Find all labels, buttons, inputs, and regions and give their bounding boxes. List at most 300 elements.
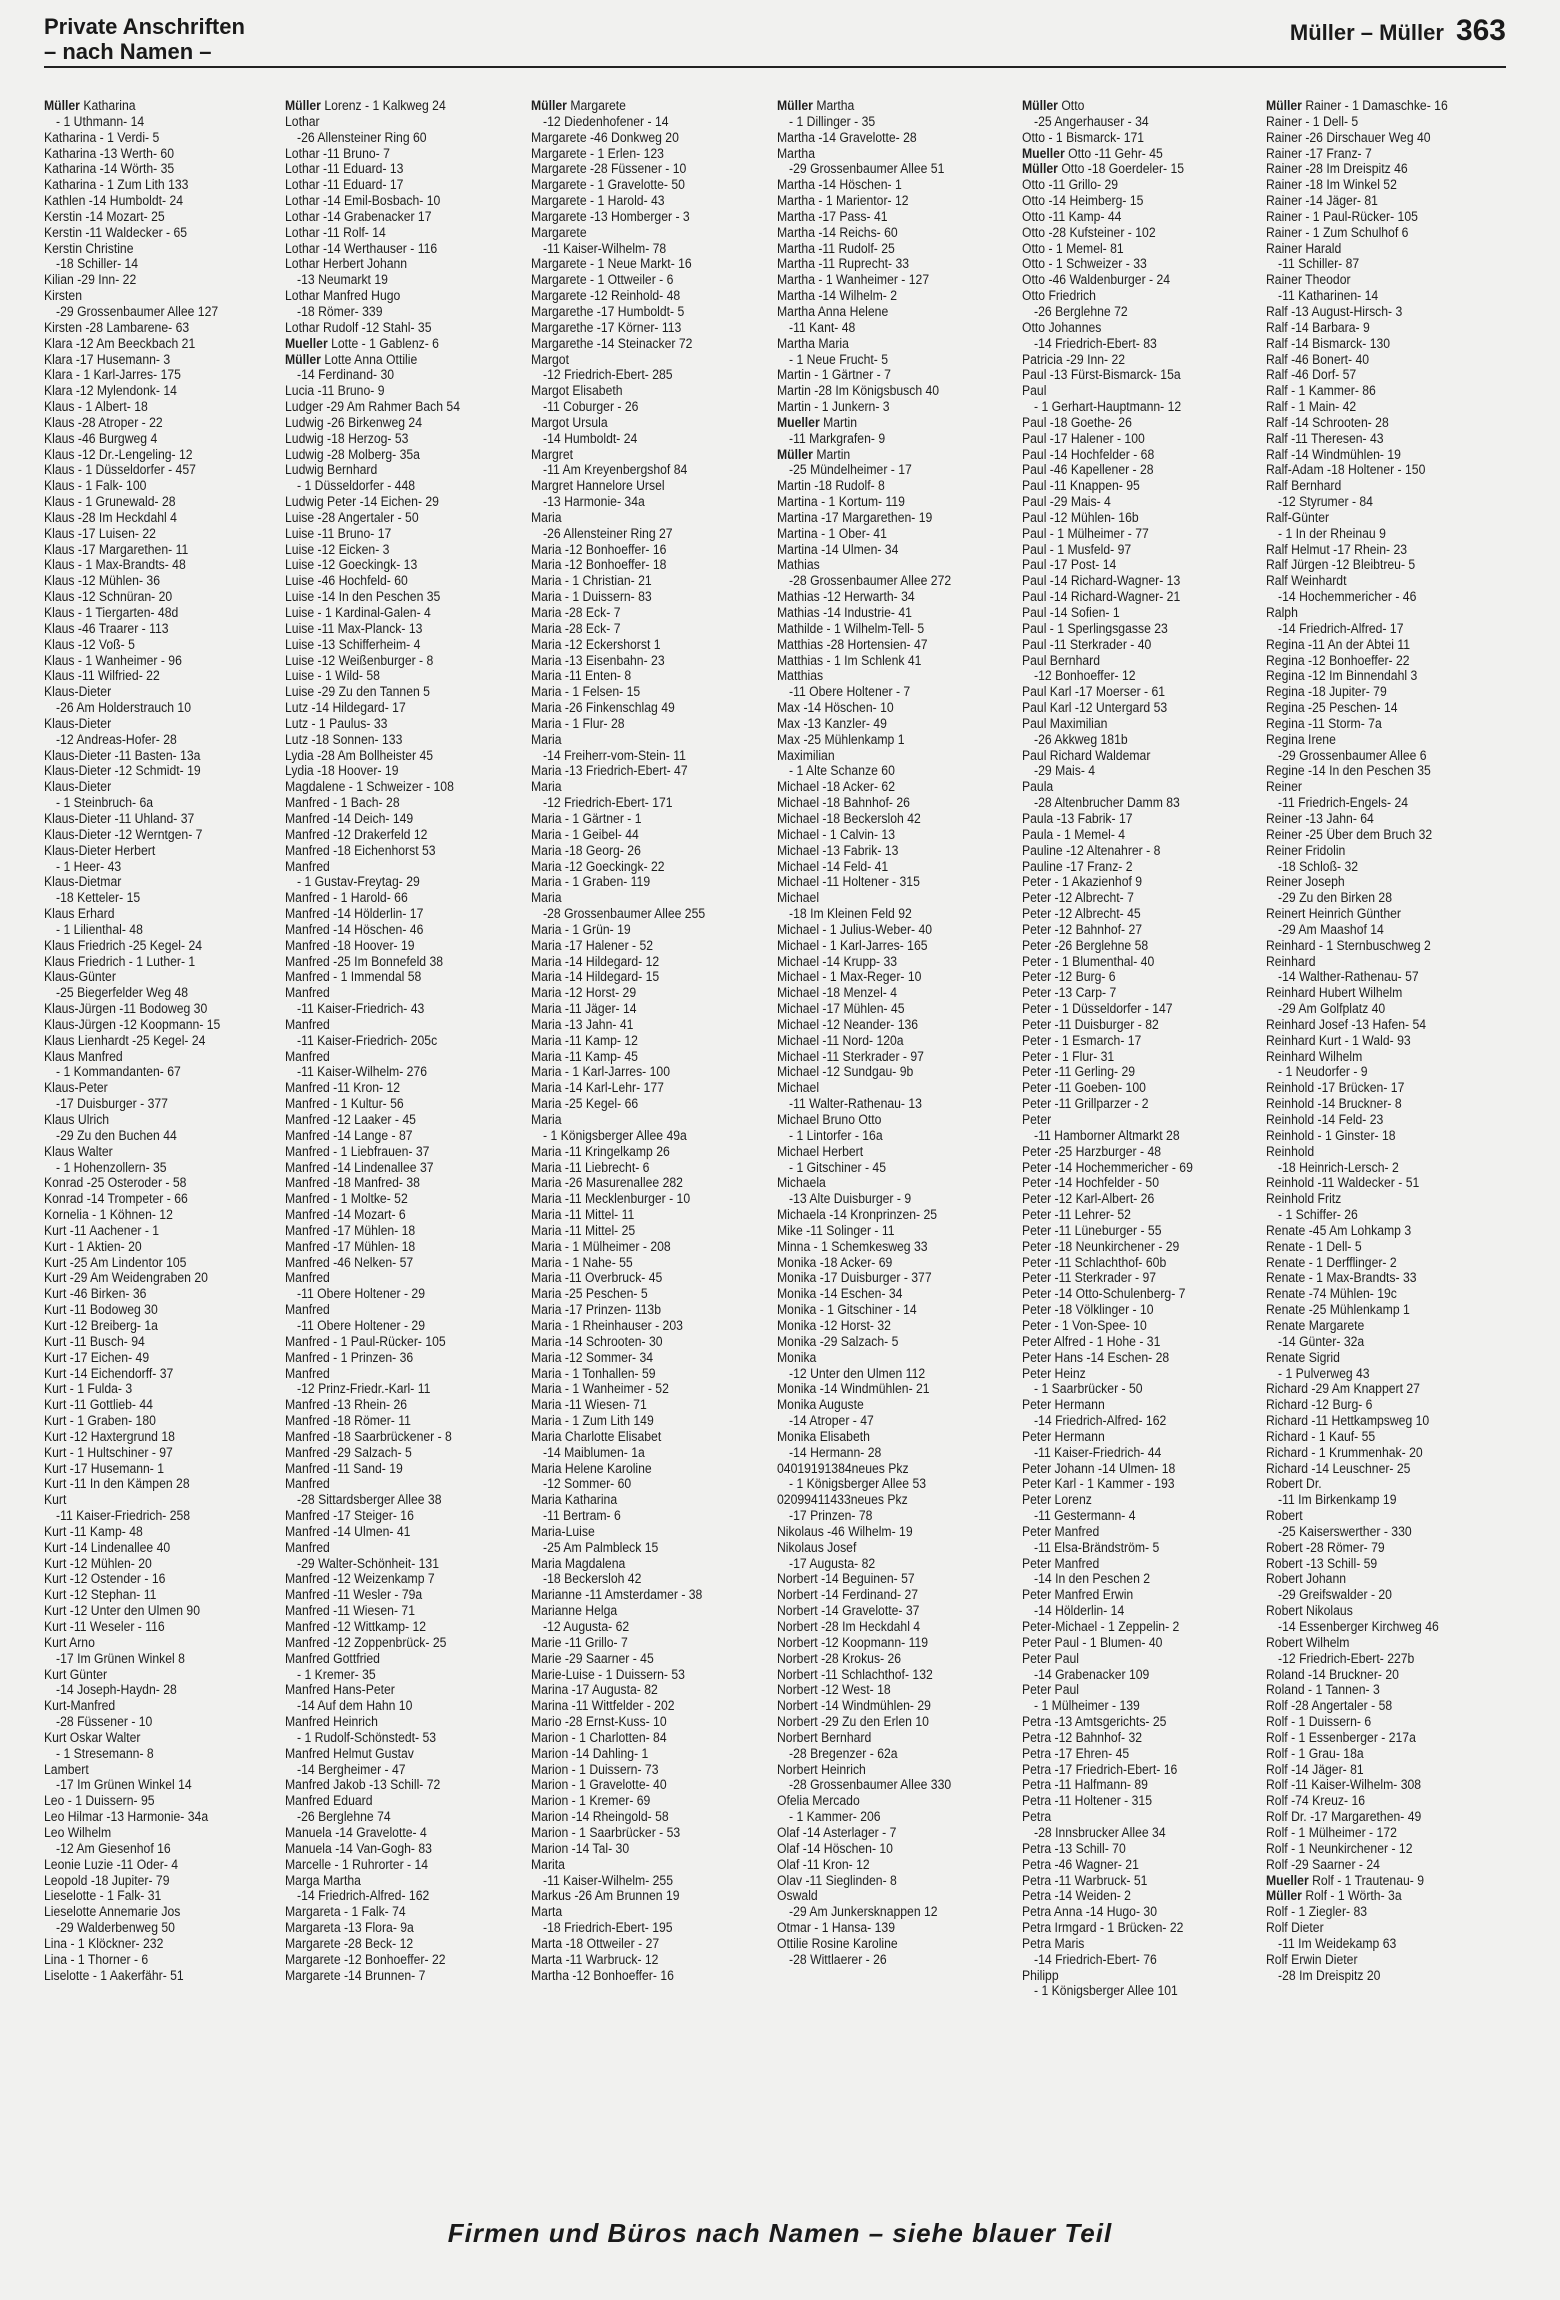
directory-entry: Katharina - 1 Verdi- 5 <box>44 130 160 146</box>
entry-address-line: -17 Prinzen- 78 <box>789 1509 873 1525</box>
directory-entry: Kurt Arno <box>44 1635 95 1651</box>
directory-entry: Maria -11 Mittel- 11 <box>531 1208 635 1224</box>
running-head-line-2: – nach Namen – <box>44 39 212 64</box>
directory-entry: Peter -11 Gerling- 29 <box>1022 1065 1136 1081</box>
directory-entry: Maria -12 Horst- 29 <box>531 986 637 1002</box>
entry-address-line: -28 Sittardsberger Allee 38 <box>297 1493 442 1509</box>
entry-address-line: -11 Friedrich-Engels- 24 <box>1278 796 1409 812</box>
entry-address-line: -17 Im Grünen Winkel 8 <box>56 1651 185 1667</box>
entry-address-line: -11 Walter-Rathenau- 13 <box>789 1097 922 1113</box>
directory-entry: Petra -46 Wagner- 21 <box>1022 1857 1139 1873</box>
directory-entry: Maria Katharina <box>531 1493 618 1509</box>
directory-entry: Richard -29 Am Knappert 27 <box>1266 1382 1420 1398</box>
directory-entry: Manfred <box>285 1540 330 1556</box>
directory-entry: Petra -11 Holtener - 315 <box>1022 1794 1152 1810</box>
directory-entry: Pauline -17 Franz- 2 <box>1022 859 1133 875</box>
directory-entry: Luise - 1 Kardinal-Galen- 4 <box>285 606 431 621</box>
entry-address-line: -28 Altenbrucher Damm 83 <box>1034 796 1180 812</box>
directory-entry: Mueller Martin <box>777 415 858 431</box>
directory-entry: Maria -17 Prinzen- 113b <box>531 1303 661 1319</box>
directory-entry: Maria -11 Kamp- 12 <box>531 1033 638 1049</box>
directory-entry: Martina - 1 Kortum- 119 <box>777 495 905 511</box>
directory-entry: Otto -46 Waldenburger - 24 <box>1022 273 1171 289</box>
directory-entry: Robert -13 Schill- 59 <box>1266 1556 1378 1572</box>
directory-entry: Lothar Manfred Hugo <box>285 289 401 305</box>
directory-entry: Michael - 1 Max-Reger- 10 <box>777 970 922 986</box>
directory-entry: Marion - 1 Saarbrücker - 53 <box>531 1825 681 1841</box>
entry-address-line: -11 Im Birkenkamp 19 <box>1278 1493 1397 1509</box>
entry-address-line: -12 Unter den Ulmen 112 <box>789 1366 926 1382</box>
directory-entry: Klaus Walter <box>44 1144 113 1160</box>
directory-entry: Mario -28 Ernst-Kuss- 10 <box>531 1715 667 1731</box>
directory-entry: Olaf -11 Kron- 12 <box>777 1857 870 1873</box>
directory-entry: Martin -28 Im Königsbusch 40 <box>777 384 940 400</box>
directory-entry: Patricia -29 Inn- 22 <box>1022 352 1126 368</box>
directory-entry: Luise -11 Bruno- 17 <box>285 526 392 542</box>
directory-entry: Paul Karl -12 Untergard 53 <box>1022 701 1168 717</box>
directory-entry: Klaus-Günter <box>44 970 116 986</box>
directory-entry: Martha -14 Gravelotte- 28 <box>777 130 917 146</box>
directory-entry: Maria - 1 Mülheimer - 208 <box>531 1239 671 1255</box>
entry-address-line: -12 Friedrich-Ebert- 171 <box>543 796 673 812</box>
directory-entry: Kurt -12 Stephan- 11 <box>44 1588 157 1604</box>
directory-entry: Maria -12 Eckershorst 1 <box>531 637 661 653</box>
directory-entry: Regina -12 Bonhoeffer- 22 <box>1266 653 1410 669</box>
entry-address-line: - 1 Lintorfer - 16a <box>789 1128 883 1144</box>
entry-address-line: -26 Allensteiner Ring 27 <box>543 526 673 542</box>
entry-address-line: -26 Akkweg 181b <box>1034 732 1128 748</box>
directory-entry: Petra <box>1022 1810 1052 1826</box>
directory-entry: Renate Margarete <box>1266 1318 1365 1334</box>
directory-entry: Leo Wilhelm <box>44 1825 112 1841</box>
directory-entry: Maria - 1 Karl-Jarres- 100 <box>531 1065 671 1081</box>
directory-entry: Otto Friedrich <box>1022 289 1096 305</box>
directory-entry: Peter -11 Goeben- 100 <box>1022 1081 1146 1097</box>
directory-entry: Maria -14 Hildegard- 15 <box>531 970 660 986</box>
directory-entry: Lothar -11 Rolf- 14 <box>285 225 386 241</box>
directory-entry: Ralf -13 August-Hirsch- 3 <box>1266 304 1403 320</box>
directory-entry: Manfred -17 Mühlen- 18 <box>285 1223 416 1239</box>
directory-entry: Manfred - 1 Moltke- 52 <box>285 1192 408 1208</box>
entry-address-line: -29 Grossenbaumer Allee 6 <box>1278 748 1427 764</box>
directory-entry: Mathias <box>777 558 820 574</box>
directory-entry: Lutz -18 Sonnen- 133 <box>285 732 403 748</box>
directory-entry: Peter -11 Sterkrader - 97 <box>1022 1271 1157 1287</box>
directory-entry: Paul - 1 Musfeld- 97 <box>1022 542 1132 558</box>
entry-address-line: - 1 Lilienthal- 48 <box>56 922 143 938</box>
directory-entry: Katharina -13 Werth- 60 <box>44 146 174 162</box>
directory-entry: Peter <box>1022 1113 1052 1128</box>
entry-address-line: - 1 Dillinger - 35 <box>789 114 876 130</box>
directory-entry: Rainer - 1 Dell- 5 <box>1266 114 1359 130</box>
directory-entry: Max -25 Mühlenkamp 1 <box>777 732 905 748</box>
directory-entry: Marianne -11 Amsterdamer - 38 <box>531 1588 703 1604</box>
directory-entry: Lothar -11 Eduard- 13 <box>285 162 404 178</box>
directory-entry: Margot Ursula <box>531 415 608 431</box>
directory-entry: Max -13 Kanzler- 49 <box>777 716 887 732</box>
directory-entry: Manfred <box>285 1366 330 1382</box>
directory-entry: Reiner -13 Jahn- 64 <box>1266 811 1374 827</box>
directory-entry: Peter -12 Karl-Albert- 26 <box>1022 1192 1155 1208</box>
directory-entry: Ralf Jürgen -12 Bleibtreu- 5 <box>1266 558 1416 574</box>
directory-entry: Lothar Herbert Johann <box>285 257 408 273</box>
directory-entry: Martha Anna Helene <box>777 304 889 320</box>
directory-entry: Rolf -28 Angertaler - 58 <box>1266 1699 1393 1715</box>
directory-entry: Rolf - 1 Essenberger - 217a <box>1266 1730 1416 1746</box>
directory-entry: Müller Lorenz - 1 Kalkweg 24 <box>285 99 446 114</box>
entry-address-line: - 1 Steinbruch- 6a <box>56 796 154 812</box>
entry-address-line: -11 Bertram- 6 <box>543 1509 621 1525</box>
directory-entry: Paul -14 Sofien- 1 <box>1022 606 1120 621</box>
directory-entry: Lydia -28 Am Bollheister 45 <box>285 748 434 764</box>
directory-entry: Manfred <box>285 1477 330 1493</box>
entry-address-line: - 1 Kammer- 206 <box>789 1810 881 1826</box>
directory-entry: Manfred <box>285 1017 330 1033</box>
directory-entry: Paul Maximilian <box>1022 716 1108 732</box>
directory-entry: Renate -25 Mühlenkamp 1 <box>1266 1303 1410 1319</box>
directory-entry: Martha <box>777 146 815 162</box>
entry-address-line: -25 Mündelheimer - 17 <box>789 463 912 479</box>
directory-entry: Klaus -17 Luisen- 22 <box>44 526 156 542</box>
entry-address-line: -11 Kaiser-Wilhelm- 276 <box>297 1065 428 1081</box>
directory-entry: Paul -11 Knappen- 95 <box>1022 479 1140 495</box>
directory-entry: Klaus -12 Mühlen- 36 <box>44 574 160 590</box>
entry-address-line: - 1 Pulverweg 43 <box>1278 1366 1370 1382</box>
directory-entry: Peter -18 Völklinger - 10 <box>1022 1303 1154 1319</box>
directory-entry: Maria -11 Overbruck- 45 <box>531 1271 663 1287</box>
directory-entry: Martin - 1 Junkern- 3 <box>777 400 890 416</box>
entry-address-line: -29 Am Golfplatz 40 <box>1278 1002 1386 1018</box>
directory-entry: Ralph <box>1266 606 1298 621</box>
directory-entry: Renate - 1 Dell- 5 <box>1266 1239 1362 1255</box>
entry-address-line: -18 Ketteler- 15 <box>56 891 141 907</box>
directory-entry: Margarete - 1 Neue Markt- 16 <box>531 257 692 273</box>
entry-address-line: -28 Innsbrucker Allee 34 <box>1034 1825 1166 1841</box>
directory-entry: Kurt - 1 Graben- 180 <box>44 1414 156 1430</box>
directory-entry: Peter -14 Otto-Schulenberg- 7 <box>1022 1287 1186 1303</box>
directory-entry: Klaus - 1 Max-Brandts- 48 <box>44 558 186 574</box>
directory-entry: Reinhold -17 Brücken- 17 <box>1266 1081 1405 1097</box>
directory-entry: Paul - 1 Sperlingsgasse 23 <box>1022 621 1168 637</box>
directory-entry: Ralf - 1 Kammer- 86 <box>1266 384 1376 400</box>
directory-entry: Lothar -11 Eduard- 17 <box>285 178 404 194</box>
directory-entry: Peter Alfred - 1 Hohe - 31 <box>1022 1334 1161 1350</box>
directory-entry: Maria <box>531 510 562 526</box>
directory-entry: Maria - 1 Geibel- 44 <box>531 827 639 843</box>
directory-entry: Katharina -14 Wörth- 35 <box>44 162 175 178</box>
directory-entry: Otto - 1 Memel- 81 <box>1022 241 1124 257</box>
entry-address-line: - 1 Gerhart-Hauptmann- 12 <box>1034 400 1182 416</box>
directory-entry: Michael <box>777 891 820 907</box>
directory-entry: Norbert -14 Windmühlen- 29 <box>777 1699 931 1715</box>
directory-entry: Michael - 1 Karl-Jarres- 165 <box>777 938 928 954</box>
entry-address-line: -14 Walther-Rathenau- 57 <box>1278 970 1419 986</box>
directory-entry: Ralf Bernhard <box>1266 479 1342 495</box>
directory-entry: Kurt -14 Lindenallee 40 <box>44 1540 171 1556</box>
directory-entry: Paul -12 Mühlen- 16b <box>1022 510 1139 526</box>
directory-entry: Kurt -11 Aachener - 1 <box>44 1223 160 1239</box>
directory-entry: Reinhard - 1 Sternbuschweg 2 <box>1266 938 1431 954</box>
directory-entry: Manfred -14 Ulmen- 41 <box>285 1524 411 1540</box>
directory-entry: Michael -17 Mühlen- 45 <box>777 1002 905 1018</box>
entry-address-line: -14 Ferdinand- 30 <box>297 368 395 384</box>
directory-entry: Manfred - 1 Paul-Rücker- 105 <box>285 1334 446 1350</box>
directory-entry: Maria Charlotte Elisabet <box>531 1429 662 1445</box>
directory-entry: Peter -14 Hochemmericher - 69 <box>1022 1160 1193 1176</box>
directory-entry: Petra -14 Weiden- 2 <box>1022 1889 1131 1905</box>
directory-entry: Petra -17 Friedrich-Ebert- 16 <box>1022 1762 1178 1778</box>
directory-entry: Marta -11 Warbruck- 12 <box>531 1952 659 1968</box>
directory-entry: Reinhard <box>1266 954 1316 970</box>
directory-entry: Martina -14 Ulmen- 34 <box>777 542 899 558</box>
entry-address-line: -11 Kaiser-Friedrich- 205c <box>297 1033 438 1049</box>
directory-entry: Luise -13 Schifferheim- 4 <box>285 637 421 653</box>
directory-entry: Klaus Erhard <box>44 907 115 923</box>
directory-entry: Maria - 1 Zum Lith 149 <box>531 1414 654 1430</box>
directory-entry: Norbert -14 Gravelotte- 37 <box>777 1604 920 1620</box>
directory-entry: Rainer -26 Dirschauer Weg 40 <box>1266 130 1431 146</box>
directory-entry: Paul -14 Hochfelder - 68 <box>1022 447 1155 463</box>
directory-entry: Philipp <box>1022 1968 1059 1984</box>
entry-address-line: -29 Walter-Schönheit- 131 <box>297 1556 440 1572</box>
directory-entry: Manfred Gottfried <box>285 1651 380 1667</box>
entry-address-line: -18 Schiller- 14 <box>56 257 139 273</box>
entry-address-line: - 1 Schiffer- 26 <box>1278 1208 1358 1224</box>
directory-entry: Manfred -18 Eichenhorst 53 <box>285 843 436 859</box>
directory-entry: Peter Paul - 1 Blumen- 40 <box>1022 1635 1163 1651</box>
directory-entry: Peter Paul <box>1022 1683 1079 1699</box>
entry-address-line: -18 Friedrich-Ebert- 195 <box>543 1921 673 1937</box>
entry-address-line: -28 Im Dreispitz 20 <box>1278 1968 1381 1984</box>
directory-entry: Lambert <box>44 1762 89 1778</box>
directory-entry: Reiner Joseph <box>1266 875 1345 891</box>
directory-entry: Reiner Fridolin <box>1266 843 1346 859</box>
directory-entry: Kurt -12 Breiberg- 1a <box>44 1318 158 1334</box>
directory-entry: Marion -14 Tal- 30 <box>531 1841 630 1857</box>
directory-entry: Reinhold <box>1266 1144 1315 1160</box>
entry-address-line: - 1 Kommandanten- 67 <box>56 1065 181 1081</box>
directory-entry: Manfred - 1 Bach- 28 <box>285 796 400 812</box>
entry-address-line: -14 Maiblumen- 1a <box>543 1445 645 1461</box>
directory-entry: Lieselotte - 1 Falk- 31 <box>44 1889 162 1905</box>
directory-entry: Otto -11 Grillo- 29 <box>1022 178 1119 194</box>
directory-entry: Nikolaus -46 Wilhelm- 19 <box>777 1524 913 1540</box>
directory-entry: Margret Hannelore Ursel <box>531 479 665 495</box>
directory-entry: Marie -11 Grillo- 7 <box>531 1635 628 1651</box>
directory-entry: Maria - 1 Nahe- 55 <box>531 1255 633 1271</box>
entry-address-line: -14 Friedrich-Ebert- 76 <box>1034 1952 1157 1968</box>
directory-entry: Michael -11 Holtener - 315 <box>777 875 920 891</box>
entry-address-line: -18 Römer- 339 <box>297 304 383 320</box>
directory-entry: Michael - 1 Calvin- 13 <box>777 827 895 843</box>
entry-address-line: -11 Markgrafen- 9 <box>789 431 886 447</box>
directory-entry: Maria - 1 Rheinhauser - 203 <box>531 1318 683 1334</box>
entry-address-line: -11 Obere Holtener - 29 <box>297 1287 425 1303</box>
directory-entry: 02099411433neues Pkz <box>777 1493 908 1509</box>
directory-entry: Michael -18 Menzel- 4 <box>777 986 898 1002</box>
entry-address-line: -12 Bonhoeffer- 12 <box>1034 669 1136 685</box>
directory-entry: Luise -11 Max-Planck- 13 <box>285 621 423 637</box>
directory-entry: Monika -12 Horst- 32 <box>777 1318 891 1334</box>
entry-address-line: - 1 Heer- 43 <box>56 859 122 875</box>
directory-entry: Margarete <box>531 225 587 241</box>
directory-entry: Peter -12 Burg- 6 <box>1022 970 1116 986</box>
directory-entry: Luise -28 Angertaler - 50 <box>285 510 419 526</box>
entry-address-line: -28 Wittlaerer - 26 <box>789 1952 887 1968</box>
directory-entry: Peter - 1 Flur- 31 <box>1022 1049 1115 1065</box>
entry-address-line: - 1 Königsberger Allee 101 <box>1034 1984 1178 2000</box>
directory-entry: Kurt -17 Husemann- 1 <box>44 1461 165 1477</box>
directory-entry: Peter Manfred Erwin <box>1022 1588 1134 1604</box>
footer-note: Firmen und Büros nach Namen – siehe blauer Teil <box>447 2218 1113 2248</box>
directory-entry: Maria -18 Georg- 26 <box>531 843 641 859</box>
directory-entry: Konrad -14 Trompeter - 66 <box>44 1192 188 1208</box>
directory-entry: Leonie Luzie -11 Oder- 4 <box>44 1857 179 1873</box>
directory-entry: Olav -11 Sieglinden- 8 <box>777 1873 897 1889</box>
directory-entry: Martina - 1 Ober- 41 <box>777 526 887 542</box>
directory-entry: Maria <box>531 1113 562 1128</box>
directory-entry: Reinhold - 1 Ginster- 18 <box>1266 1128 1396 1144</box>
directory-entry: Mathias -12 Herwarth- 34 <box>777 590 915 606</box>
directory-entry: Lothar -14 Grabenacker 17 <box>285 209 432 225</box>
directory-entry: Klaus - 1 Wanheimer - 96 <box>44 653 182 669</box>
directory-entry: Liselotte - 1 Aakerfähr- 51 <box>44 1968 184 1984</box>
directory-entry: Peter Manfred <box>1022 1556 1100 1572</box>
directory-entry: Manfred -14 Höschen- 46 <box>285 922 424 938</box>
directory-entry: Kurt -14 Eichendorff- 37 <box>44 1366 174 1382</box>
directory-column-4 <box>777 99 1013 1969</box>
directory-entry: Richard - 1 Krummenhak- 20 <box>1266 1445 1423 1461</box>
directory-entry: Maria -13 Eisenbahn- 23 <box>531 653 665 669</box>
directory-entry: Peter -12 Albrecht- 7 <box>1022 891 1134 907</box>
directory-entry: Richard -12 Burg- 6 <box>1266 1398 1373 1414</box>
directory-entry: Kurt -25 Am Lindentor 105 <box>44 1255 187 1271</box>
entry-address-line: -11 Obere Holtener - 29 <box>297 1318 425 1334</box>
directory-entry: Klaus -12 Schnüran- 20 <box>44 590 173 606</box>
directory-column-5 <box>1022 99 1258 2000</box>
directory-entry: Kurt -11 Busch- 94 <box>44 1334 145 1350</box>
directory-entry: Rolf -29 Saarner - 24 <box>1266 1857 1380 1873</box>
entry-address-line: -29 Zu den Buchen 44 <box>56 1128 177 1144</box>
directory-entry: Müller Otto -18 Goerdeler- 15 <box>1022 162 1185 178</box>
directory-entry: Klara - 1 Karl-Jarres- 175 <box>44 368 181 384</box>
directory-entry: Manfred -46 Nelken- 57 <box>285 1255 414 1271</box>
directory-entry: Klaus Friedrich - 1 Luther- 1 <box>44 954 196 970</box>
directory-entry: Margarethe -17 Humboldt- 5 <box>531 304 685 320</box>
directory-entry: Klaus -17 Margarethen- 11 <box>44 542 189 558</box>
directory-entry: Lydia -18 Hoover- 19 <box>285 764 399 780</box>
directory-entry: Manfred -12 Weizenkamp 7 <box>285 1572 435 1588</box>
directory-entry: Norbert -12 West- 18 <box>777 1683 891 1699</box>
directory-entry: Margarete -13 Homberger - 3 <box>531 209 690 225</box>
entry-address-line: -14 Friedrich-Alfred- 17 <box>1278 621 1404 637</box>
entry-address-line: -11 Kaiser-Friedrich- 43 <box>297 1002 425 1018</box>
directory-entry: Reinert Heinrich Günther <box>1266 907 1401 923</box>
directory-entry: Luise -12 Weißenburger - 8 <box>285 653 434 669</box>
directory-entry: Peter Hermann <box>1022 1429 1105 1445</box>
entry-address-line: - 1 Uthmann- 14 <box>56 114 145 130</box>
directory-entry: Peter -11 Lüneburger - 55 <box>1022 1223 1162 1239</box>
entry-address-line: -12 Prinz-Friedr.-Karl- 11 <box>297 1382 431 1398</box>
entry-address-line: -11 Schiller- 87 <box>1278 257 1360 273</box>
directory-entry: Martha -12 Bonhoeffer- 16 <box>531 1968 674 1984</box>
directory-entry: Mueller Rolf - 1 Trautenau- 9 <box>1266 1873 1425 1889</box>
entry-address-line: - 1 Stresemann- 8 <box>56 1746 154 1762</box>
directory-entry: Maria -14 Karl-Lehr- 177 <box>531 1081 664 1097</box>
entry-address-line: -29 Am Junkersknappen 12 <box>789 1905 938 1921</box>
entry-address-line: -26 Berglehne 74 <box>297 1810 391 1826</box>
entry-address-line: -18 Beckersloh 42 <box>543 1572 642 1588</box>
entry-address-line: -11 Elsa-Brändström- 5 <box>1034 1540 1160 1556</box>
directory-entry: Ralf -14 Barbara- 9 <box>1266 320 1370 336</box>
directory-entry: Klaus-Dieter Herbert <box>44 843 156 859</box>
directory-entry: Ludwig Bernhard <box>285 463 378 479</box>
page-number: 363 <box>1455 14 1506 47</box>
directory-entry: Pauline -12 Altenahrer - 8 <box>1022 843 1161 859</box>
directory-entry: Klaus-Dieter <box>44 685 112 701</box>
directory-entry: Manfred -17 Steiger- 16 <box>285 1509 414 1525</box>
entry-address-line: -14 Atroper - 47 <box>789 1414 874 1430</box>
directory-entry: Norbert -28 Krokus- 26 <box>777 1651 902 1667</box>
entry-address-line: -29 Greifswalder - 20 <box>1278 1588 1392 1604</box>
directory-entry: Michaela <box>777 1176 826 1192</box>
directory-entry: Minna - 1 Schemkesweg 33 <box>777 1239 928 1255</box>
directory-entry: Ralf -46 Bonert- 40 <box>1266 352 1370 368</box>
directory-entry: Robert <box>1266 1509 1303 1525</box>
directory-column-3 <box>531 99 767 1984</box>
directory-entry: Marta <box>531 1905 563 1921</box>
directory-entry: Norbert Bernhard <box>777 1730 872 1746</box>
entry-address-line: -11 Obere Holtener - 7 <box>789 685 911 701</box>
directory-entry: Luise -12 Eicken- 3 <box>285 542 390 558</box>
directory-entry: Klaus-Dieter -12 Werntgen- 7 <box>44 827 203 843</box>
entry-address-line: -13 Harmonie- 34a <box>543 495 645 511</box>
directory-entry: Ralf -14 Windmühlen- 19 <box>1266 447 1401 463</box>
directory-entry: Maria -12 Bonhoeffer- 16 <box>531 542 667 558</box>
directory-entry: Petra Maris <box>1022 1936 1085 1952</box>
directory-entry: Klaus -46 Burgweg 4 <box>44 431 158 447</box>
directory-entry: Luise -14 In den Peschen 35 <box>285 590 441 606</box>
directory-entry: Maria - 1 Wanheimer - 52 <box>531 1382 669 1398</box>
directory-entry: Peter -14 Hochfelder - 50 <box>1022 1176 1160 1192</box>
directory-entry: Klaus-Dieter <box>44 780 112 796</box>
directory-entry: Matthias - 1 Im Schlenk 41 <box>777 653 922 669</box>
entry-address-line: -25 Biegerfelder Weg 48 <box>56 986 189 1002</box>
directory-entry: Nikolaus Josef <box>777 1540 857 1556</box>
directory-entry: Kurt Günter <box>44 1667 108 1683</box>
directory-entry: Manfred -18 Hoover- 19 <box>285 938 415 954</box>
directory-entry: Peter -12 Albrecht- 45 <box>1022 907 1141 923</box>
directory-entry: Matthias -28 Hortensien- 47 <box>777 637 928 653</box>
directory-entry: Kurt -17 Eichen- 49 <box>44 1350 150 1366</box>
directory-entry: Kurt - 1 Aktien- 20 <box>44 1239 142 1255</box>
directory-entry: Maria -12 Sommer- 34 <box>531 1350 654 1366</box>
entry-address-line: -14 Friedrich-Alfred- 162 <box>297 1889 430 1905</box>
directory-entry: Kurt Oskar Walter <box>44 1730 141 1746</box>
directory-entry: Rainer - 1 Zum Schulhof 6 <box>1266 225 1409 241</box>
directory-entry: Regina -18 Jupiter- 79 <box>1266 685 1387 701</box>
directory-entry: Marion -14 Dahling- 1 <box>531 1746 649 1762</box>
directory-entry: Kurt -12 Mühlen- 20 <box>44 1556 152 1572</box>
directory-entry: Lothar -14 Emil-Bosbach- 10 <box>285 194 441 210</box>
directory-entry: Petra Irmgard - 1 Brücken- 22 <box>1022 1921 1184 1937</box>
entry-address-line: -14 Hermann- 28 <box>789 1445 882 1461</box>
directory-entry: Paul Karl -17 Moerser - 61 <box>1022 685 1166 701</box>
entry-address-line: -14 In den Peschen 2 <box>1034 1572 1151 1588</box>
directory-entry: Klaus -12 Voß- 5 <box>44 637 135 653</box>
directory-entry: Kirsten -28 Lambarene- 63 <box>44 320 190 336</box>
entry-address-line: -12 Sommer- 60 <box>543 1477 632 1493</box>
